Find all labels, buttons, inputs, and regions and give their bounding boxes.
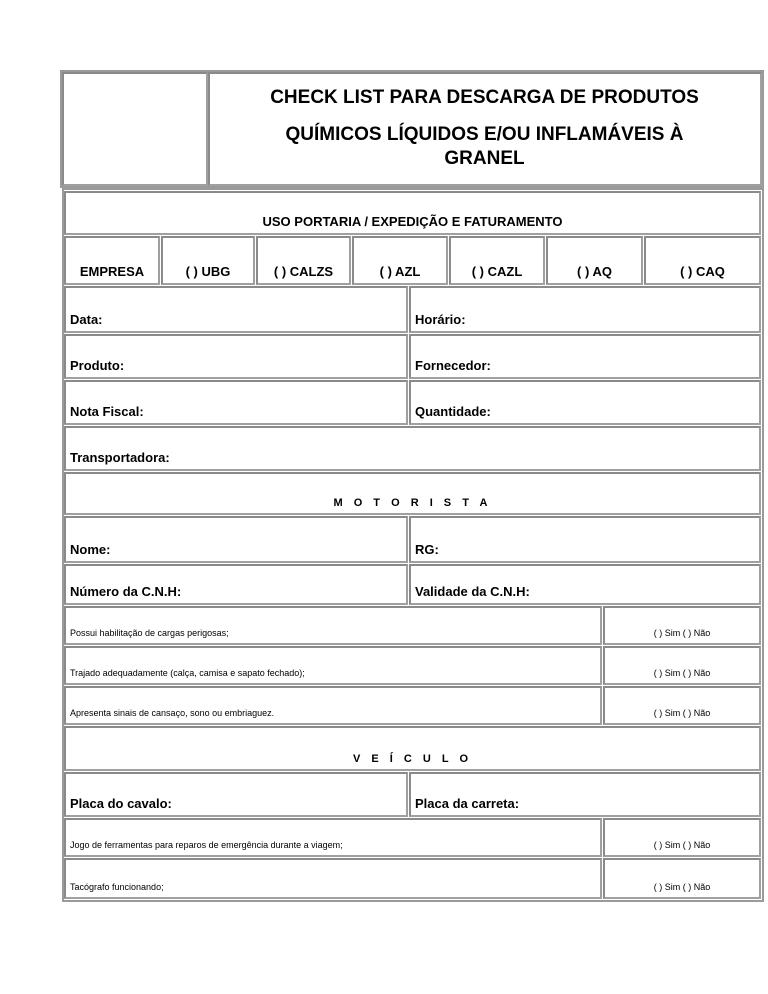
option-aq[interactable]: ( ) AQ (546, 236, 643, 285)
check-answer[interactable]: ( ) Sim ( ) Não (603, 858, 761, 899)
check-question: Apresenta sinais de cansaço, sono ou embriaguez. (64, 686, 602, 725)
veiculo-title: V E Í C U L O (64, 726, 761, 771)
placa-cavalo-field[interactable]: Placa do cavalo: (64, 772, 408, 817)
option-caq[interactable]: ( ) CAQ (644, 236, 761, 285)
check-answer[interactable]: ( ) Sim ( ) Não (603, 646, 761, 685)
option-cazl[interactable]: ( ) CAZL (449, 236, 545, 285)
option-calzs[interactable]: ( ) CALZS (256, 236, 351, 285)
transportadora-field[interactable]: Transportadora: (64, 426, 761, 471)
section-title: USO PORTARIA / EXPEDIÇÃO E FATURAMENTO (64, 191, 761, 235)
check-answer[interactable]: ( ) Sim ( ) Não (603, 818, 761, 857)
check-question: Tacógrafo funcionando; (64, 858, 602, 899)
title-line1: CHECK LIST PARA DESCARGA DE PRODUTOS (270, 87, 699, 108)
option-ubg[interactable]: ( ) UBG (161, 236, 255, 285)
check-answer[interactable]: ( ) Sim ( ) Não (603, 606, 761, 645)
nome-field[interactable]: Nome: (64, 516, 408, 563)
fornecedor-field[interactable]: Fornecedor: (409, 334, 761, 379)
data-field[interactable]: Data: (64, 286, 408, 333)
empresa-label: EMPRESA (64, 236, 160, 285)
check-question: Possui habilitação de cargas perigosas; (64, 606, 602, 645)
option-azl[interactable]: ( ) AZL (352, 236, 448, 285)
check-answer[interactable]: ( ) Sim ( ) Não (603, 686, 761, 725)
check-question: Jogo de ferramentas para reparos de emergência durante a viagem; (64, 818, 602, 857)
produto-field[interactable]: Produto: (64, 334, 408, 379)
check-question: Trajado adequadamente (calça, camisa e sapato fechado); (64, 646, 602, 685)
motorista-title: M O T O R I S T A (64, 472, 761, 515)
cnh-field[interactable]: Número da C.N.H: (64, 564, 408, 605)
quantidade-field[interactable]: Quantidade: (409, 380, 761, 425)
title-line3: GRANEL (444, 148, 525, 169)
horario-field[interactable]: Horário: (409, 286, 761, 333)
logo-cell (62, 72, 208, 186)
validade-cnh-field[interactable]: Validade da C.N.H: (409, 564, 761, 605)
title-line2: QUÍMICOS LÍQUIDOS E/OU INFLAMÁVEIS À (285, 124, 684, 145)
nota-fiscal-field[interactable]: Nota Fiscal: (64, 380, 408, 425)
rg-field[interactable]: RG: (409, 516, 761, 563)
placa-carreta-field[interactable]: Placa da carreta: (409, 772, 761, 817)
